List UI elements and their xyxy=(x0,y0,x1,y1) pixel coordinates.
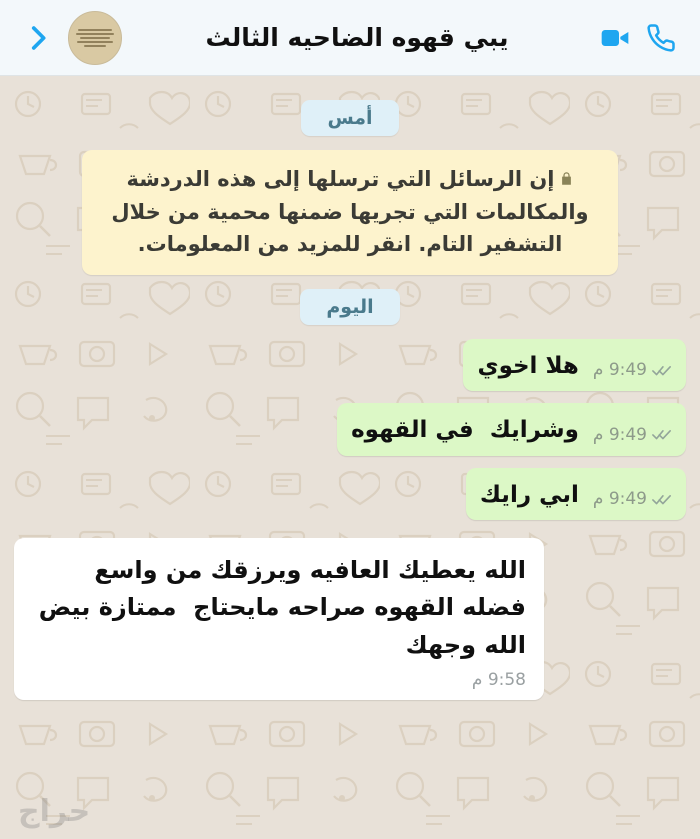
message-bubble-outgoing[interactable] xyxy=(466,468,686,521)
message-meta xyxy=(593,360,672,383)
message-row xyxy=(14,538,686,700)
day-divider-label: أمس xyxy=(301,100,398,136)
message-meta xyxy=(593,425,672,448)
message-timestamp: 9:58 م xyxy=(471,669,526,690)
message-timestamp: 9:49 م xyxy=(592,360,647,381)
page-title: يبي قهوه الضاحيه الثالث xyxy=(205,23,509,52)
message-text: هلا اخوي xyxy=(477,352,579,379)
message-list[interactable] xyxy=(0,76,700,839)
message-bubble-outgoing[interactable] xyxy=(463,339,686,392)
message-text: الله يعطيك العافيه ويرزقك من واسع فضله القهوه صراحه مايحتاج ممتازة بيض الله وجهك xyxy=(30,556,526,659)
message-text: ابي رايك xyxy=(479,481,579,508)
message-timestamp: 9:49 م xyxy=(592,424,647,445)
message-timestamp: 9:49 م xyxy=(592,489,647,510)
day-divider-today xyxy=(14,289,686,325)
double-check-icon xyxy=(652,428,672,441)
video-camera-icon[interactable] xyxy=(592,15,638,61)
watermark: حراج xyxy=(18,794,91,829)
message-meta xyxy=(593,489,672,512)
message-row xyxy=(14,339,686,392)
phone-icon[interactable] xyxy=(638,15,684,61)
chat-header xyxy=(0,0,700,76)
encryption-notice-text: إن الرسائل التي ترسلها إلى هذه الدردشة والمكالمات التي تجريها ضمنها محمية من خلال التشفير التام. انقر للمزيد من المعلومات. xyxy=(111,167,589,256)
double-check-icon xyxy=(652,493,672,506)
double-check-icon xyxy=(652,364,672,377)
message-text: وشرايك في القهوه xyxy=(351,417,579,444)
message-row xyxy=(14,468,686,521)
encryption-notice-bubble[interactable] xyxy=(82,150,618,275)
day-divider-label: اليوم xyxy=(300,289,399,325)
message-row xyxy=(14,403,686,456)
avatar-image xyxy=(69,12,121,64)
message-bubble-outgoing[interactable] xyxy=(337,403,686,456)
day-divider-yesterday xyxy=(14,100,686,136)
lock-icon xyxy=(559,165,574,197)
encryption-notice[interactable] xyxy=(14,150,686,275)
back-arrow-icon[interactable] xyxy=(16,16,60,60)
contact-avatar[interactable] xyxy=(68,11,122,65)
message-bubble-incoming[interactable] xyxy=(14,538,544,700)
